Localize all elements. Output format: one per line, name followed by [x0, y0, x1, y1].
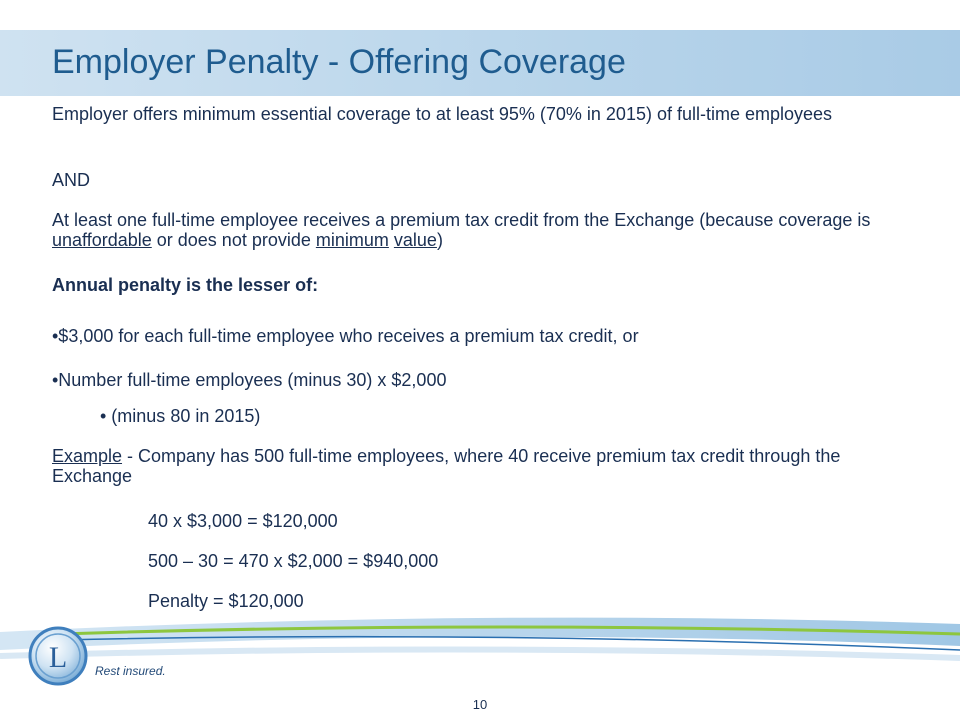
calc-line-2: 500 – 30 = 470 x $2,000 = $940,000 [148, 551, 439, 571]
logo-icon [30, 628, 86, 684]
lesser-heading: Annual penalty is the lesser of: [52, 275, 319, 295]
logo-letter: L [48, 641, 68, 674]
minimum-term: minimum [315, 230, 389, 250]
swoosh-light-line [0, 649, 960, 658]
bullet-per-employee: •$3,000 for each full-time employee who receives a premium tax credit, or [52, 326, 639, 346]
and-text: AND [52, 170, 91, 190]
tax-credit-paragraph [52, 210, 892, 250]
example-text: - Company has 500 full-time employees, where 40 receive premium tax credit through the Exchange [52, 446, 841, 486]
calc-line-1: 40 x $3,000 = $120,000 [148, 511, 338, 531]
page-number: 10 [472, 697, 488, 712]
tax-credit-text-a: At least one full-time employee receives a premium tax credit from the Exchange (because coverage is [52, 210, 871, 230]
example-label: Example [52, 446, 123, 466]
sub-bullet-2015: • (minus 80 in 2015) [100, 406, 261, 426]
coverage-paragraph: Employer offers minimum essential coverage to at least 95% (70% in 2015) of full-time employees [52, 104, 833, 124]
bullet-headcount: •Number full-time employees (minus 30) x $2,000 [52, 370, 447, 390]
slide-title: Employer Penalty - Offering Coverage [52, 43, 626, 81]
value-term: value [393, 230, 437, 250]
tax-credit-text-c: ) [436, 230, 443, 250]
example-paragraph [52, 446, 892, 486]
unaffordable-term: unaffordable [52, 230, 152, 250]
calc-line-3: Penalty = $120,000 [148, 591, 304, 611]
brand-tagline: Rest insured. [95, 664, 166, 678]
tax-credit-text-b: or does not provide [151, 230, 316, 250]
